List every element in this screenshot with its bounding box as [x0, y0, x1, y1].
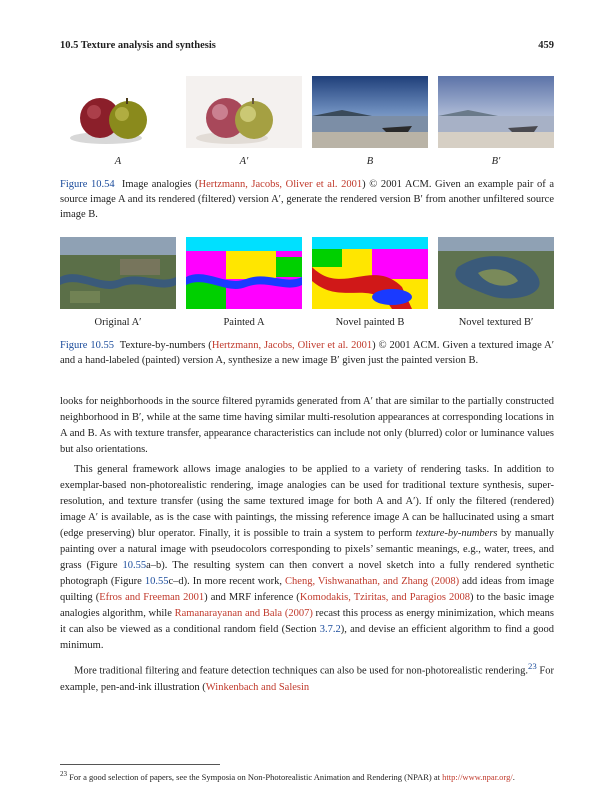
label-painted-a: Painted A — [223, 317, 265, 328]
label-b-prime: B′ — [491, 156, 501, 167]
figure-10-54-labels — [60, 156, 554, 167]
citation-link[interactable]: Ramanarayanan and Bala (2007) — [174, 608, 313, 619]
footnote: $^{23}$ For a good selection of papers, see the Symposia on Non-Photorealistic Animation and Rendering (NPAR) at http://www.npar.org/. — [60, 770, 515, 782]
image-b-beach — [312, 76, 428, 148]
image-b-prime-beach-filtered — [438, 76, 554, 148]
citation-link[interactable]: Komodakis, Tziritas, and Paragios 2008 — [299, 592, 470, 603]
citation-link[interactable]: Winkenbach and Salesin — [205, 681, 310, 693]
figure-id: Figure 10.54 — [60, 179, 115, 190]
label-novel-textured-b-prime: Novel textured B′ — [458, 317, 534, 328]
figure-ref-link[interactable]: 10.55 — [122, 560, 147, 571]
section-ref-link[interactable]: 3.7.2 — [319, 624, 341, 635]
npar-link[interactable]: http://www.npar.org/ — [442, 771, 513, 782]
footnote-rule — [60, 764, 220, 765]
figure-ref-link[interactable]: 10.55 — [144, 576, 169, 587]
label-novel-painted-b: Novel painted B — [335, 317, 405, 328]
label-original-a-prime: Original A′ — [94, 317, 142, 328]
page-number: 459 — [538, 40, 554, 51]
image-a-apples — [60, 76, 176, 148]
paragraph-3: More traditional filtering and feature detection techniques can also be used for non-photorealistic rendering.$^{23}$ For example, pen-and-ink illustration (Winkenbach and Salesin — [60, 661, 555, 693]
figure-10-55-caption: Figure 10.55 Texture-by-numbers (Hertzmann, Jacobs, Oliver et al. 2001) © 2001 ACM. Given a textured image A′ and a hand-labeled (painted) version A, synthesize a new image B′ given just the painted version B. — [60, 340, 554, 366]
figure-id: Figure 10.55 — [60, 340, 115, 351]
label-b: B — [366, 156, 374, 167]
figure-10-54-caption: Figure 10.54 Image analogies (Hertzmann, Jacobs, Oliver et al. 2001) © 2001 ACM. Given an example pair of a source image A and its rendered (filtered) version A′, generate the rendered version B′ from another unfiltered source image B. — [60, 179, 555, 220]
section-title: 10.5 Texture analysis and synthesis — [60, 40, 216, 51]
footnote-number: 23 — [60, 770, 68, 778]
citation-link[interactable]: Hertzmann, Jacobs, Oliver et al. 2001 — [198, 179, 363, 190]
figure-10-55-images — [60, 237, 554, 309]
citation-link[interactable]: Efros and Freeman 2001 — [99, 592, 205, 603]
label-a: A — [114, 156, 122, 167]
paragraph-1: looks for neighborhoods in the source filtered pyramids generated from A′ that are similar to the partially constructed neighborhood in B′, while at the same time having similar multi-resolution appearances at corresponding locations in A and B. As with texture transfer, appearance characteristics can include not only (blurred) color or luminance values but also orientations. — [60, 396, 554, 455]
image-novel-textured-b-prime — [438, 237, 554, 309]
figure-10-54-images — [60, 76, 554, 148]
label-a-prime: A′ — [239, 156, 249, 167]
footnote-mark[interactable]: 23 — [528, 661, 537, 671]
image-novel-painted-b — [312, 237, 428, 309]
citation-link[interactable]: Cheng, Vishwanathan, and Zhang (2008) — [285, 576, 460, 587]
citation-link[interactable]: Hertzmann, Jacobs, Oliver et al. 2001 — [211, 340, 373, 351]
page-header — [60, 40, 554, 56]
image-a-prime-apples-filtered — [186, 76, 302, 148]
paragraph-2: This general framework allows image analogies to be applied to a variety of rendering tasks. In addition to exemplar-based non-photorealistic rendering, image analogies can be used for traditional texture synthesis, super-resolution, and texture transfer (using the same textured image for both A and A′). If only the filtered (rendered) image A′ is available, as is the case with paintings, the missing reference image A can be hallucinated using a smart (edge preserving) blur operator. Finally, it is possible to train a system to perform texture-by-numbers by manually painting over a natural image with pseudocolors corresponding to pixels’ semantic meanings, e.g., water, trees, and grass (Figure 10.55a–b). The resulting system can then convert a novel sketch into a fully rendered synthetic photograph (Figure 10.55c–d). In more recent work, Cheng, Vishwanathan, and Zhang (2008) add ideas from image quilting (Efros and Freeman 2001) and MRF inference (Komodakis, Tziritas, and Paragios 2008) to the basic image analogies algorithm, while Ramanarayanan and Bala (2007) recast this process as energy minimization, which means it can also be viewed as a conditional random field (Section 3.7.2), and devise an efficient algorithm to find a good minimum. — [60, 464, 555, 651]
image-painted-a — [186, 237, 302, 309]
body-text — [60, 394, 554, 700]
image-original-aerial — [60, 237, 176, 309]
figure-10-55-labels — [60, 317, 554, 328]
